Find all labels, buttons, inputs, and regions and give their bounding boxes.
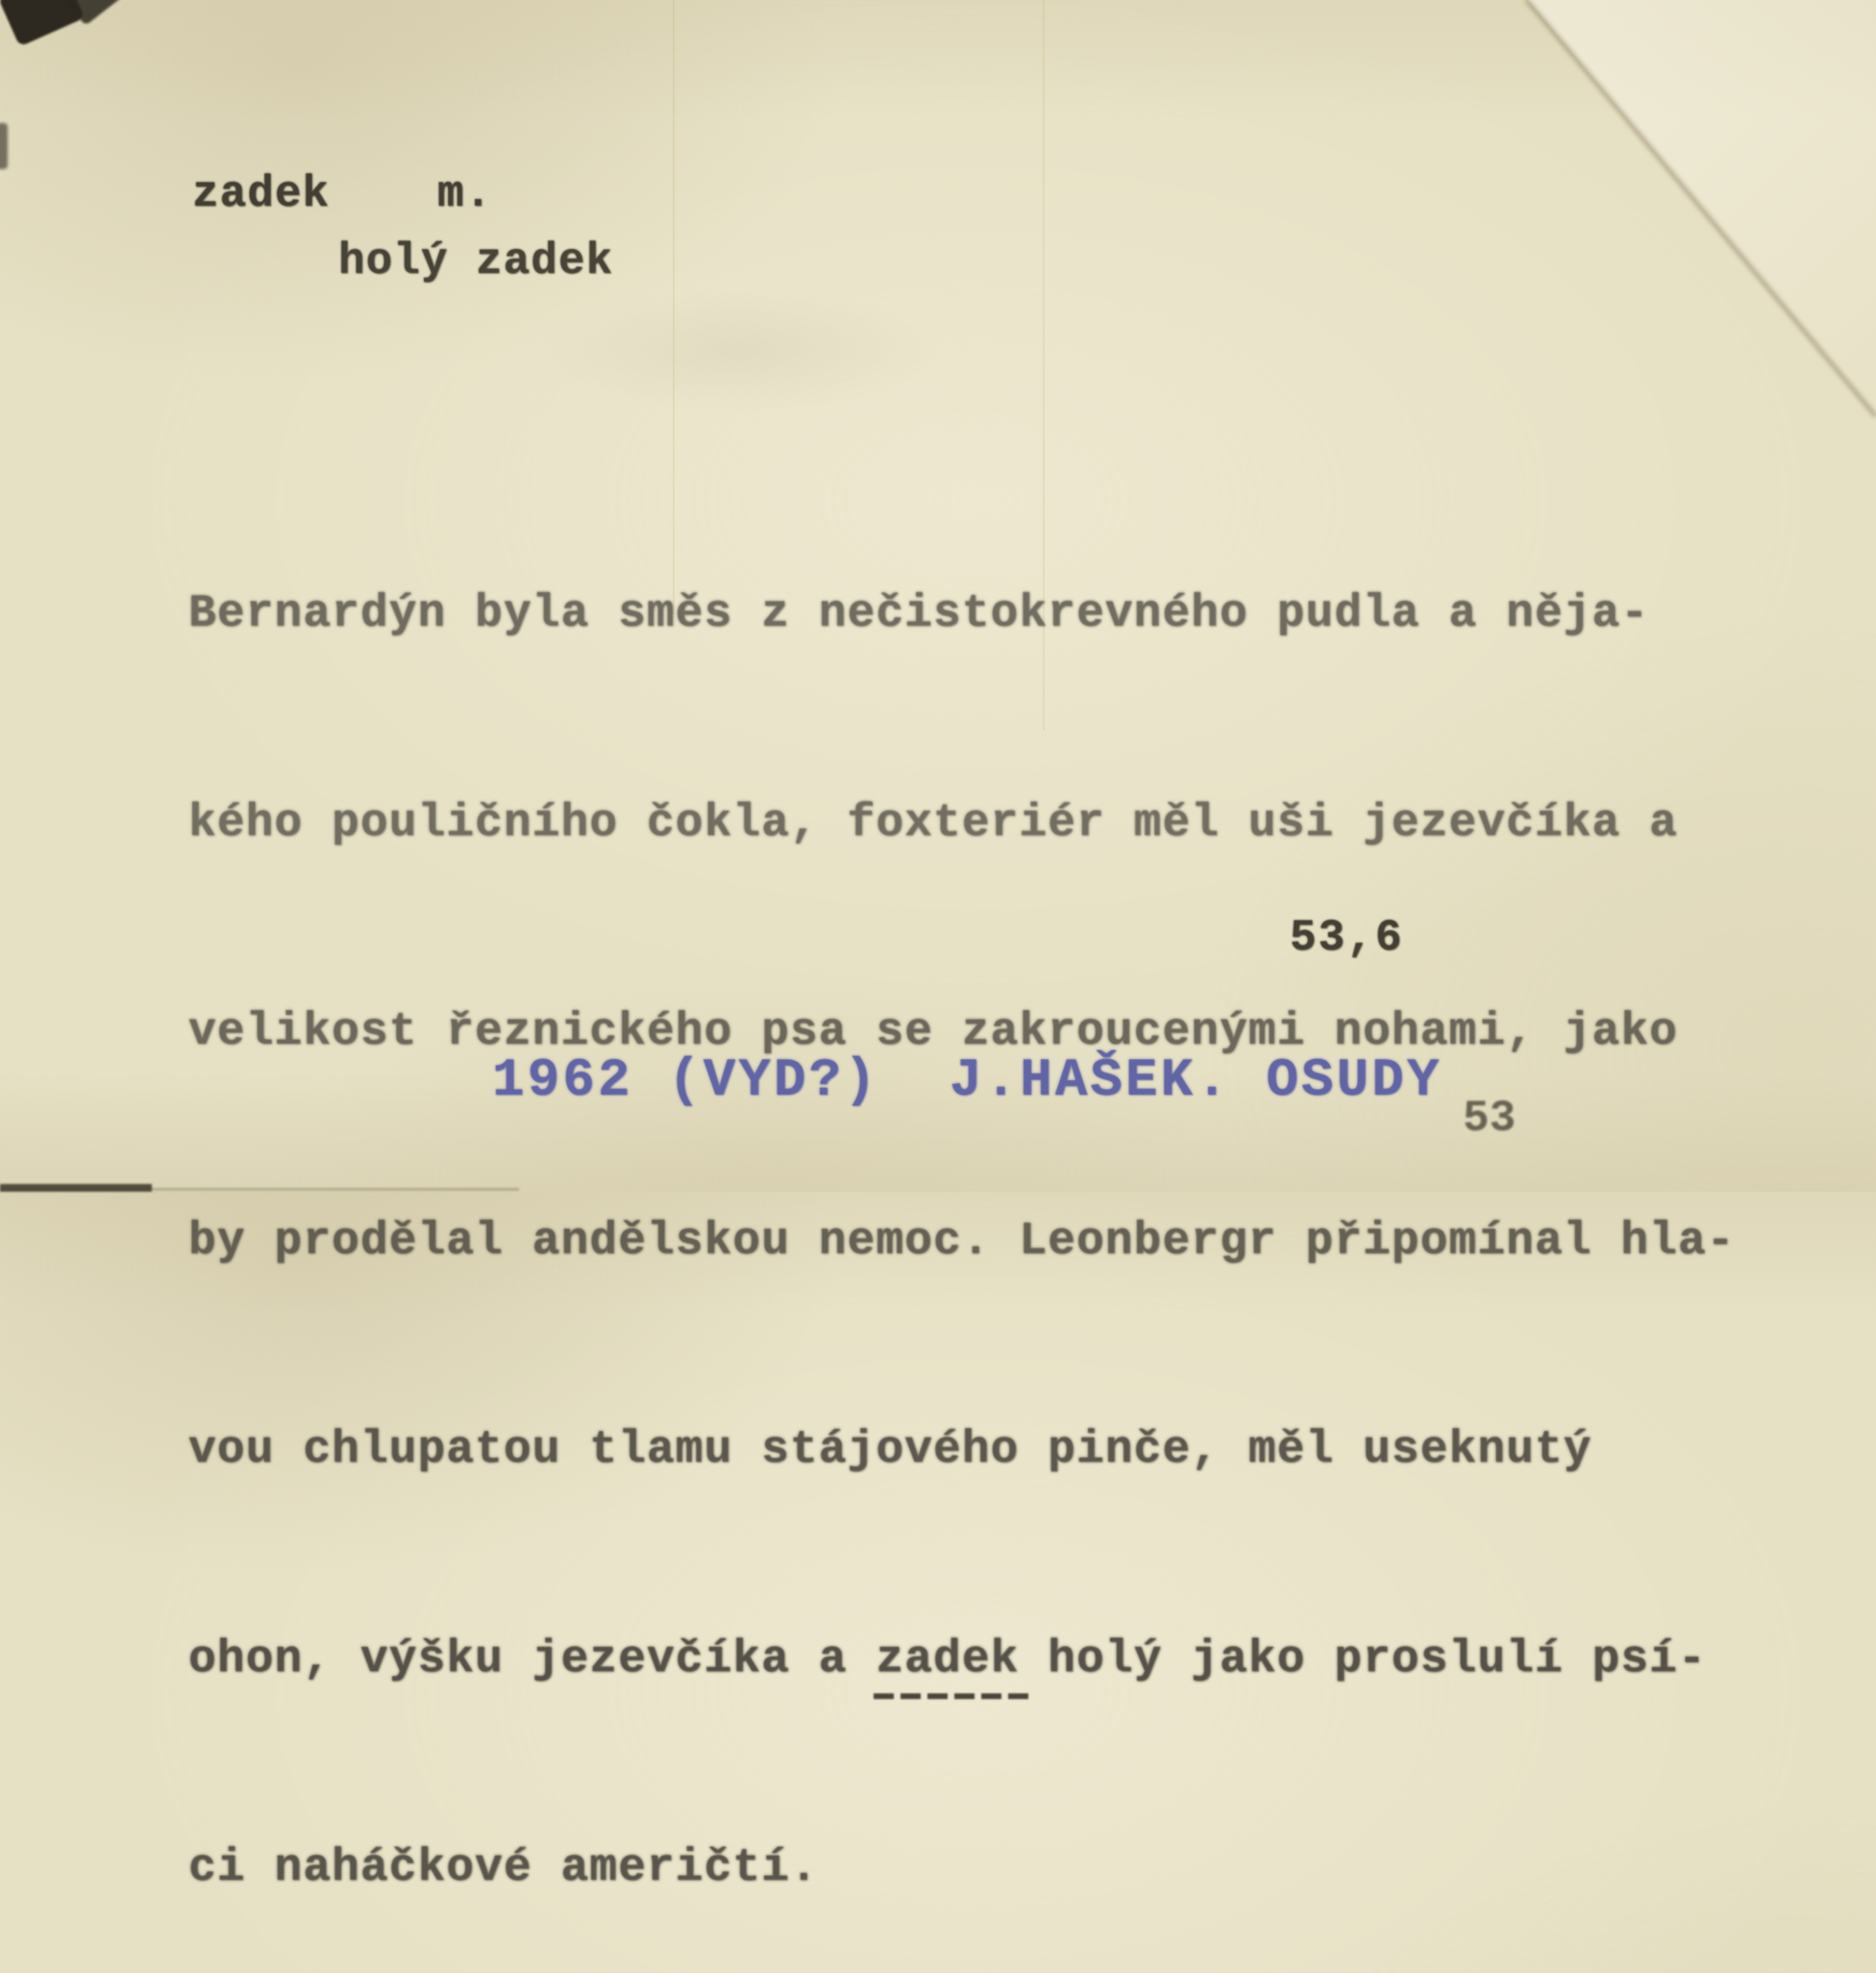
scan-artifact-bottom-edge (0, 1184, 152, 1192)
headword: zadek (192, 169, 331, 219)
quote-line-3: velikost řeznického psa se zakroucenými nohami, jako (188, 1006, 1678, 1058)
page-number-stamp: 53 (1463, 1094, 1517, 1144)
quotation (188, 440, 1735, 1973)
quote-line-4: by prodělal andělskou nemoc. Leonbergr připomínal hla- (188, 1215, 1736, 1268)
quote-line-1: Bernardýn byla směs z nečistokrevného pudla a něja- (188, 588, 1650, 640)
quote-line-6 (188, 1625, 1735, 1695)
underlined-word-zadek: zadek (876, 1633, 1020, 1686)
phrase: holý zadek (338, 236, 614, 286)
gender-label: m. (437, 169, 493, 219)
quote-line-6-post: holý jako proslulí psí- (1019, 1633, 1707, 1686)
quote-line-2: kého pouličního čokla, foxteriér měl uši jezevčíka a (188, 797, 1678, 850)
quote-line-6-pre: ohon, výšku jezevčíka a (188, 1633, 876, 1686)
quote-line-5: vou chlupatou tlamu stájového pinče, měl useknutý (188, 1424, 1592, 1476)
paper-crease-line (1524, 0, 1876, 418)
paper-crease-highlight (1528, 0, 1876, 415)
paper-smudge (538, 288, 942, 413)
quote-line-7: ci naháčkové američtí. (188, 1842, 819, 1894)
source-stamp: 1962 (VYD?) J.HAŠEK. OSUDY (492, 1049, 1443, 1111)
scan-artifact-left-edge (0, 123, 8, 169)
headword-line (192, 169, 492, 219)
scan-artifact-top-left-2 (67, 0, 124, 26)
scan-artifact-top-left-1 (0, 0, 85, 47)
reference-number: 53,6 (1290, 913, 1404, 963)
